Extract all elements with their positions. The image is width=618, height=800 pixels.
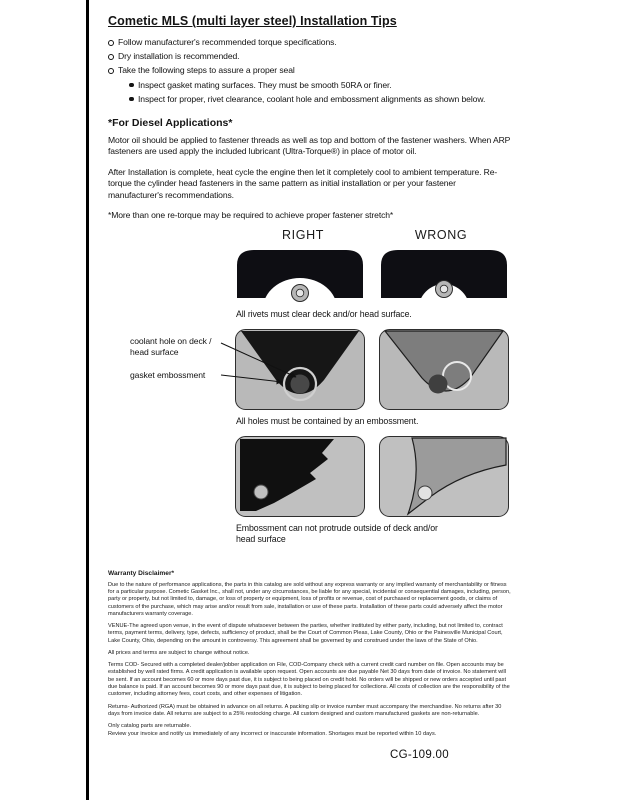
disclaimer-paragraph: VENUE-The agreed upon venue, in the event of dispute whatsoever between the parties, whether instituted by either party, including, but not limited to, contract terms, payment terms, delivery, type, defects, sufficiency of product, shall be the Court of Common Pleas, Lake County, Ohio or the Painesville Municipal Court, Lake County, Ohio, depending on the amount in controversy. This agreement shall be governed by and construed under the laws of the State of Ohio. xyxy=(108,623,503,644)
rivet-caption: All rivets must clear deck and/or head surface. xyxy=(236,308,412,319)
diesel-paragraph-1: Motor oil should be applied to fastener threads as well as top and bottom of the fastener washers. When ARP fasteners are used apply the included lubricant (Ultra-Torque®) in place of motor oil. xyxy=(108,134,511,157)
right-column-label: RIGHT xyxy=(282,227,324,242)
left-margin-rule xyxy=(86,0,89,800)
coolant-hole-diagram-row xyxy=(130,328,510,411)
diagram-column-headers xyxy=(234,228,510,242)
sub-tip-text: Inspect gasket mating surfaces. They must be smooth 50RA or finer. xyxy=(138,79,392,90)
disclaimer-paragraph: Returns- Authorized (RGA) must be obtained in advance on all returns. A packing slip or invoice number must accompany the merchandise. No returns after 30 days from invoice date. All returns are subject to a 25% restocking charge. All custom designed and custom manufactured gaskets are non-returnable. xyxy=(108,703,502,717)
rivet-clearance-wrong-diagram xyxy=(378,245,510,304)
rivet-clearance-right-diagram xyxy=(234,245,366,304)
coolant-hole-label: coolant hole on deck / head surface xyxy=(130,335,212,357)
disclaimer-heading: Warranty Disclaimer* xyxy=(108,569,175,577)
page-content xyxy=(108,14,512,761)
disclaimer-paragraph: Due to the nature of performance applications, the parts in this catalog are sold without any express warranty or any implied warranty of merchantability or fitness for a particular purpose. Cometic Gasket Inc., shall not, under any circumstances, be liable for any special, incidental or consequential damages, including, person, party or property, but not limited to, damage, or loss of property or equipment, loss of profits or revenue, cost of purchased or replacement goods, or claims of customers of the purchase, which may arise and/or result from sale, installation or use of these parts. Installation of these parts could adversely affect the motor manufacturers warranty coverage. xyxy=(108,581,511,617)
disclaimer-paragraph: Terms COD- Secured with a completed dealer/jobber application on File, COD-Company check with a current credit card number on file. Open accounts may be established by well rated firms. A credit application is available upon request. Open accounts are due payable Net 30 days from date of invoice. No statement will be sent. If an account becomes 60 or more days past due, it is subject to being placed on credit hold. No orders will be shipped or new orders accepted until past due balance is paid. If an account becomes 90 or more days past due, it is subject to being placed for collections. All costs of collection are the responsibility of the customer, including attorney fees, court costs, and other expenses of litigation. xyxy=(108,662,510,698)
tip-item xyxy=(108,51,512,62)
disclaimer-paragraph: All prices and terms are subject to change without notice. xyxy=(108,649,250,656)
installation-tips-list xyxy=(108,37,512,105)
tip-text: Follow manufacturer's recommended torque specifications. xyxy=(118,37,337,47)
tip-text: Dry installation is recommended. xyxy=(118,51,240,62)
tip-item xyxy=(108,37,512,48)
diesel-applications-heading: *For Diesel Applications* xyxy=(108,116,233,129)
diagram-section xyxy=(130,227,510,546)
holes-caption: All holes must be contained by an embossment. xyxy=(236,415,419,426)
embossment-wrong-diagram xyxy=(378,435,510,518)
retorque-note: *More than one re-torque may be required to achieve proper fastener stretch* xyxy=(108,209,394,220)
embossment-diagram-row xyxy=(234,435,510,518)
sub-tips-list xyxy=(128,80,512,105)
coolant-hole-right-diagram xyxy=(234,328,366,411)
sub-tip-item xyxy=(128,94,512,105)
embossment-caption: Embossment can not protrude outside of deck and/or head surface xyxy=(236,522,438,545)
disclaimer-paragraph: Review your invoice and notify us immediately of any incorrect or inaccurate information. Shortages must be reported within 10 days. xyxy=(108,731,437,738)
wrong-column-label: WRONG xyxy=(414,227,468,242)
catalog-code: CG-109.00 xyxy=(390,748,449,761)
warranty-disclaimer xyxy=(108,570,513,739)
tip-text: Take the following steps to assure a proper seal xyxy=(118,65,295,76)
rivet-diagram-row xyxy=(234,245,510,304)
sub-tip-text: Inspect for proper, rivet clearance, coolant hole and embossment alignments as shown below. xyxy=(138,93,486,104)
disclaimer-paragraph: Only catalog parts are returnable. xyxy=(108,723,192,730)
tip-item xyxy=(108,65,512,105)
page-title: Cometic MLS (multi layer steel) Installation Tips xyxy=(108,14,397,28)
sub-tip-item xyxy=(128,80,512,91)
embossment-right-diagram xyxy=(234,435,366,518)
gasket-embossment-label: gasket embossment xyxy=(130,369,206,380)
diesel-paragraph-2: After Installation is complete, heat cycle the engine then let it completely cool to ambient temperature. Re-torque the cylinder head fasteners in the same pattern as initial installation or per your fastener manufacturer's recommendations. xyxy=(108,166,498,200)
coolant-hole-wrong-diagram xyxy=(378,328,510,411)
